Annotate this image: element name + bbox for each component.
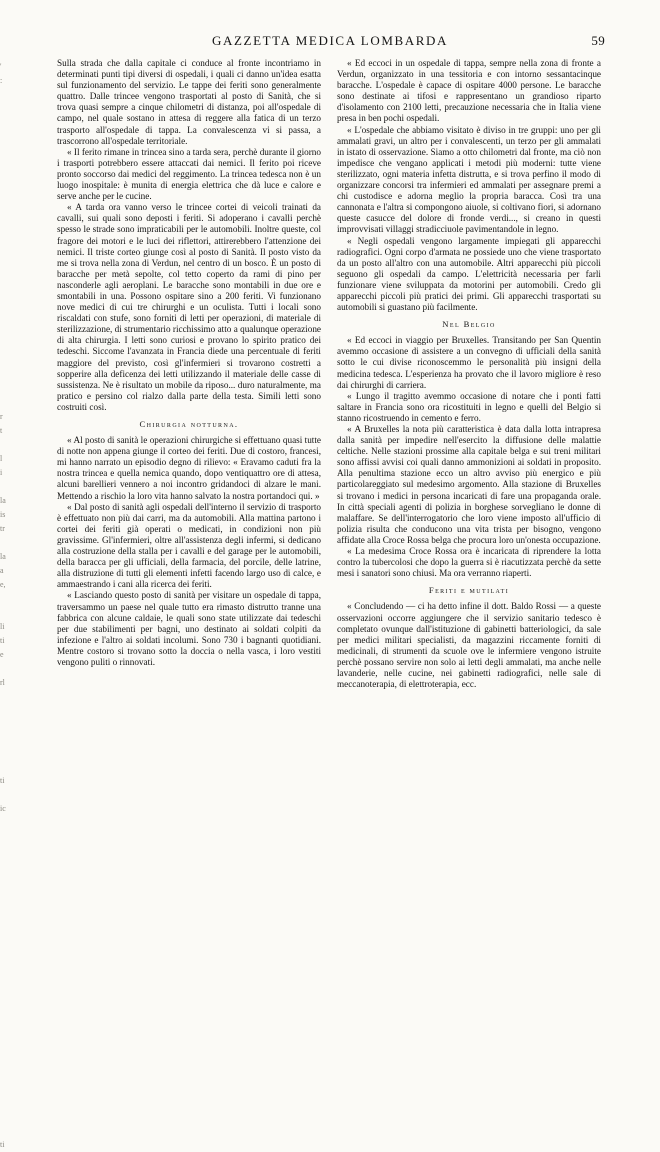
margin-mark: la [0,496,6,505]
margin-mark [0,718,18,732]
section-heading: Nel Belgio [442,319,496,330]
margin-mark [0,200,18,214]
margin-mark [0,1124,18,1138]
margin-mark [0,312,18,326]
paragraph: « Ed eccoci in viaggio per Bruxelles. Transitando per San Quentin avemmo occasione di assistere a un convegno di ufficiali della sanità sotto le cui divise riconoscemmo le personalità più insigni della medicina tedesca. L'esperienza ha provato che il lavoro migliore è reso dai chirurghi di carriera. [337,335,601,390]
margin-mark: : [0,76,3,85]
paragraph: « L'ospedale che abbiamo visitato è diviso in tre gruppi: uno per gli ammalati gravi, un altro per i convalescenti, un terzo per gli ammalati in istato di osservazione. Siamo a otto chilometri dal fronte, ma ciò non impedisce che vengano applicati i metodi più moderni: tutte viene sterilizzato, ogni materia infetta distrutta, e si trova perfino il modo di organizzare concorsi tra infermieri ed ammalati per assegnare premi a chi custodisce e adorna meglio la propria baracca. Così tra una cannonata e l'altra si compongono aiuole, si coltivano fiori, si adornano queste casucce del dolore di fronde verdi..., si creano in questi improvvisati villaggi stradicciuole pavimentandole in legno. [337,124,601,235]
margin-mark [0,1054,18,1068]
paragraph: « Lungo il tragitto avemmo occasione di notare che i ponti fatti saltare in Francia sono ora ricostituiti in legno e quelli del Belgio si stanno ricostruendo in cemento e ferro. [337,390,601,423]
margin-mark [0,830,18,844]
margin-mark [0,858,18,872]
margin-mark [0,872,18,886]
margin-mark [0,788,18,802]
margin-mark [0,760,18,774]
margin-mark [0,172,18,186]
margin-mark [0,256,18,270]
paragraph: Sulla strada che dalla capitale ci conduce al fronte incontriamo in determinati punti tipi diversi di ospedali, i quali ci danno un'idea esatta sul funzionamento del servizio. Le tappe dei feriti sono generalmente quattro. Dalle trincee vengono trasportati al posto di Sanità, che si trova quasi sempre a cinque chilometri di distanza, poi all'ospedale di campo, nel quale sostano in attesa di reggere alla fatica di un terzo trasporto all'ospedale di tappa. La convalescenza vi si passa, a trascorrono all'ospedale territoriale. [57,58,321,146]
left-column [57,58,321,668]
margin-mark [0,956,18,970]
paragraph: « Al posto di sanità le operazioni chirurgiche si effettuano quasi tutte di notte non appena giunge il corteo dei feriti. Due di costoro, francesi, mi hanno narrato un episodio degno di rilievo: « Eravamo caduti fra la nostra trincea e quella nemica quando, dopo ventiquattro ore di attesa, alcuni barellieri vennero a noi incontro gridandoci di alzare le mani. Mettendo a rischio la loro vita hanno salvato la nostra portandoci qui. » [57,435,321,501]
margin-mark [0,746,18,760]
margin-mark [0,662,18,676]
margin-mark [0,900,18,914]
margin-mark: ic [0,804,6,813]
section-heading: Feriti e mutilati [428,585,510,596]
margin-mark [0,270,18,284]
margin-mark [0,732,18,746]
margin-mark: la [0,552,6,561]
margin-mark [0,298,18,312]
margin-mark [0,130,18,144]
margin-mark: tr [0,524,5,533]
paragraph: « Lasciando questo posto di sanità per visitare un ospedale di tappa, traversammo un paese nel quale tutto era rimasto distrutto tranne una fabbrica con alcune caldaie, le quali sono state utilizzate dai tedeschi per due stabilimenti per bagni, uno destinato ai soldati colpiti da infezione e l'altro ai soldati incolumi. Sono 730 i bagnanti quotidiani. Mentre costoro si trovano sotto la doccia o nella vasca, i loro vestiti vengono puliti o rinnovati. [57,590,321,667]
margin-mark [0,606,18,620]
margin-mark [0,228,18,242]
margin-mark [0,998,18,1012]
margin-bleedthrough [0,60,18,1152]
margin-mark [0,1096,18,1110]
margin-mark [0,1110,18,1124]
margin-mark: e, [0,580,6,589]
margin-mark [0,284,18,298]
margin-mark: ti [0,1140,5,1149]
margin-mark [0,340,18,354]
margin-mark [0,158,18,172]
paragraph: « Negli ospedali vengono largamente impiegati gli apparecchi radiografici. Ogni corpo d'armata ne possiede uno che viene trasportato da un posto all'altro con una automobile. Altri apparecchi più piccoli seguono gli ospedali da campo. L'elettricità necessaria per farli funzionare viene sviluppata da motorini per automobili. Credo gli apparecchi piccoli più pratici dei primi. Gli apparecchi trasportati su automobili si guastano più facilmente. [337,235,601,313]
margin-mark [0,382,18,396]
journal-title: GAZZETTA MEDICA LOMBARDA [212,33,448,48]
paragraph: « Ed eccoci in un ospedale di tappa, sempre nella zona di fronte a Verdun, organizzato in una tessitoria e con intorno sessantacinque baracche. L'ospedale è capace di ospitare 4000 persone. Le baracche sono destinate ai tifosi e rappresentano un grandioso riparto d'isolamento con 2100 letti, precauzione necessaria che in Italia viene presa in ben pochi ospedali. [337,58,601,124]
margin-mark [0,354,18,368]
margin-mark: ti [0,636,5,645]
margin-mark: r [0,412,3,421]
margin-mark [0,242,18,256]
margin-mark [0,1068,18,1082]
margin-mark: ' [0,62,2,71]
margin-mark [0,326,18,340]
margin-mark [0,186,18,200]
margin-mark [0,1082,18,1096]
margin-mark [0,704,18,718]
section-heading: Chirurgia notturna. [139,419,239,429]
margin-mark: ti [0,776,5,785]
paragraph: « A Bruxelles la nota più caratteristica è data dalla lotta intrapresa dalla sanità per impedire nell'esercito la diffusione delle malattie celtiche. Nelle stazioni prossime alla capitale belga e sui treni militari sono affissi avvisi coi quali danno ammonizioni ai soldati in proposito. Alla penultima stazione ecco un altro avviso più energico e più particolareggiato sul medesimo argomento. Alla stazione di Bruxelles si trovano i medici in persona incaricati di fare una propaganda orale. In città speciali agenti di polizia in borghese sorvegliano le donne di malaffare. Se dell'interrogatorio che loro viene imposto all'ufficio di polizia risulta che conducono una vita trista per bisogno, vengono affidate alla Croce Rossa belga che procura loro un'onesta occupazione. [337,424,601,545]
margin-mark [0,368,18,382]
margin-mark [0,1040,18,1054]
margin-mark: a [0,566,4,575]
margin-mark: i [0,468,3,477]
margin-mark [0,1026,18,1040]
paragraph: « Concludendo — ci ha detto infine il dott. Baldo Rossi — a queste osservazioni occorre aggiungere che il servizio sanitario tedesco è completato ovunque dall'istituzione di gabinetti batteriologici, da sale per medici militari specialisti, da magazzini riccamente forniti di medicinali, di strumenti da scuole ove le infermiere vengono istruite perchè possano servire non solo ai letti degli ammalati, ma anche nelle lavanderie, nelle cucine, nei gabinetti radiografici, nelle sale di meccanoterapia, di elettroterapia, ecc. [337,601,601,690]
margin-mark [0,984,18,998]
margin-mark [0,928,18,942]
paragraph: « A tarda ora vanno verso le trincee cortei di veicoli trainati da cavalli, sui quali sono deposti i feriti. Si adoperano i cavalli perchè spesso le strade sono impraticabili per le automobili. Inoltre queste, col fragore dei motori e le luci dei riflettori, attirerebbero l'attenzione dei nemici. Il triste corteo giunge così al posto di Sanità. Il posto visto da me si trova nella zona di Verdun, nel centro di un bosco. È un posto di baracche per metà sepolte, col tetto coperto da rami di pino per nasconderle agli aeroplani. Le baracche sono montabili in due ore e smontabili in una. Possono ospitare sino a 200 feriti. Vi funzionano nove medici di cui tre chirurghi e un oculista. Tutti i locali sono riscaldati con stufe, sono forniti di letti per operazioni, di materiale di sterilizzazione, di strumentario ricchissimo atto a qualunque operazione di alta chirurgia. I letti sono curiosi e provano lo spirito pratico dei tedeschi. Siccome l'avanzata in Francia diede una percentuale di feriti maggiore del previsto, così gl'infermieri si trovarono costretti a sopperire alla deficenza dei letti utilizzando il materiale delle casse di sussistenza. Ne è risultato un mobile da riposo... duro naturalmente, ma pratico e persino col rialzo dalla parte della testa. Simili letti sono costruiti così. [57,202,321,412]
margin-mark [0,116,18,130]
margin-mark [0,214,18,228]
margin-mark [0,592,18,606]
margin-mark: li [0,622,5,631]
margin-mark [0,970,18,984]
paragraph: « La medesima Croce Rossa ora è incaricata di riprendere la lotta contro la tubercolosi che dopo la guerra si è riacutizzata perchè da sette mesi i sanatori sono chiusi. Ma ora verranno riaperti. [337,546,601,579]
margin-mark [0,536,18,550]
margin-mark [0,942,18,956]
margin-mark [0,1012,18,1026]
paragraph: « Dal posto di sanità agli ospedali dell'interno il servizio di trasporto è effettuato non più dai carri, ma da automobili. Alla mattina partono i cortei dei feriti già operati o medicati, in condizioni non più gravissime. Gl'infermieri, oltre all'assistenza degli infermi, si dedicano alla costruzione della stalla per i cavalli e del garage per le automobili, della baracca per gli ufficiali, della farmacia, del porcile, delle latrine, alla distruzione di tutti gli elementi infetti facendo largo uso di calce, e ammaestrando i cani alla ricerca dei feriti. [57,501,321,590]
paragraph: « Il ferito rimane in trincea sino a tarda sera, perchè durante il giorno i trasporti potrebbero essere attaccati dai nemici. Il ferito poi riceve pronto soccorso dai medici del reggimento. La trincea tedesca non è un luogo inospitale: è munita di energia elettrica che dà luce e calore e serve anche per le cucine. [57,146,321,202]
margin-mark [0,88,18,102]
margin-mark [0,816,18,830]
margin-mark: rl [0,678,5,687]
right-column [337,58,601,690]
margin-mark [0,886,18,900]
margin-mark: t [0,426,3,435]
margin-mark [0,396,18,410]
margin-mark [0,144,18,158]
page-number: 59 [591,33,605,48]
margin-mark: l [0,454,3,463]
margin-mark [0,480,18,494]
running-header [55,33,605,53]
margin-mark [0,914,18,928]
margin-mark [0,690,18,704]
margin-mark: is [0,510,6,519]
margin-mark [0,438,18,452]
margin-mark [0,102,18,116]
margin-mark [0,844,18,858]
margin-mark: e [0,650,4,659]
